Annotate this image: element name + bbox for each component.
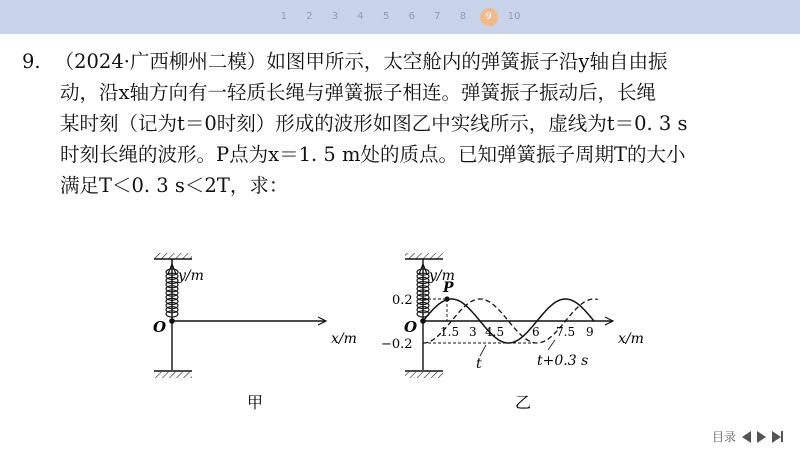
- origin-label-yi: O: [404, 318, 418, 336]
- page-pager: [271, 8, 527, 26]
- point-p-label: P: [443, 280, 454, 296]
- x-tick-3: 3: [469, 325, 477, 339]
- question-line-1-text: （2024·广西柳州二模）如图甲所示，太空舱内的弹簧振子沿y轴自由振: [54, 50, 668, 73]
- page-button-7[interactable]: 7: [434, 11, 441, 22]
- x-tick-6: 6: [532, 325, 540, 339]
- y-tick-bottom: −0.2: [381, 337, 413, 352]
- page-button-3[interactable]: 3: [331, 11, 339, 22]
- question-line-1: [22, 46, 782, 77]
- solid-curve-pointer: [480, 345, 486, 356]
- page-button-4[interactable]: 4: [357, 11, 364, 22]
- previous-page-icon[interactable]: [742, 431, 751, 443]
- next-page-icon[interactable]: [757, 431, 766, 443]
- figure-jia: [153, 253, 357, 412]
- dashed-curve-pointer: [548, 340, 555, 350]
- y-tick-top: 0.2: [392, 293, 413, 308]
- top-navigation-bar: [0, 0, 800, 34]
- x-tick-7.5: 7.5: [556, 325, 576, 339]
- figure-caption-jia: 甲: [247, 393, 264, 412]
- page-button-5[interactable]: 5: [382, 11, 390, 22]
- question-text: [22, 46, 782, 201]
- dashed-curve-label: t+0.3 s: [537, 353, 589, 369]
- figure-yi: [381, 253, 644, 412]
- toc-link[interactable]: 目录: [712, 430, 737, 444]
- bottom-navigation: [712, 428, 783, 445]
- page-button-10[interactable]: 10: [507, 11, 521, 22]
- x-tick-1.5: 1.5: [440, 325, 460, 339]
- page-button-6[interactable]: 6: [408, 11, 415, 22]
- ceiling-hatch: [154, 253, 192, 259]
- page-button-9-active[interactable]: 9: [480, 8, 498, 26]
- x-axis-label-yi: x/m: [618, 331, 644, 347]
- figure-caption-yi: 乙: [515, 393, 532, 412]
- origin-label-jia: O: [153, 318, 167, 336]
- point-p: [444, 296, 449, 301]
- question-number: 9.: [22, 50, 41, 73]
- page-button-2[interactable]: 2: [306, 11, 313, 22]
- y-axis-label-jia: y/m: [178, 268, 204, 284]
- page-button-1[interactable]: 1: [280, 11, 287, 22]
- floor-hatch-yi: [405, 372, 443, 378]
- x-axis-label-jia: x/m: [331, 331, 357, 347]
- x-tick-4.5: 4.5: [485, 325, 505, 339]
- page-button-8[interactable]: 8: [459, 11, 467, 22]
- x-tick-9: 9: [586, 325, 594, 339]
- solid-curve-label: t: [476, 356, 482, 372]
- question-line-2: 动，沿x轴方向有一轻质长绳与弹簧振子相连。弹簧振子振动后，长绳: [60, 81, 656, 104]
- ceiling-hatch-yi: [405, 253, 443, 259]
- floor-hatch: [154, 372, 192, 378]
- y-axis-label-yi: y/m: [429, 268, 455, 284]
- last-page-icon[interactable]: [772, 431, 783, 443]
- question-line-3: 某时刻（记为t＝0时刻）形成的波形如图乙中实线所示，虚线为t＝0. 3 s: [60, 112, 688, 135]
- question-line-5: 满足T＜0. 3 s＜2T，求：: [60, 174, 289, 197]
- question-line-4: 时刻长绳的波形。P点为x＝1. 5 m处的质点。已知弹簧振子周期T的大小: [60, 143, 686, 166]
- figures: [0, 250, 800, 420]
